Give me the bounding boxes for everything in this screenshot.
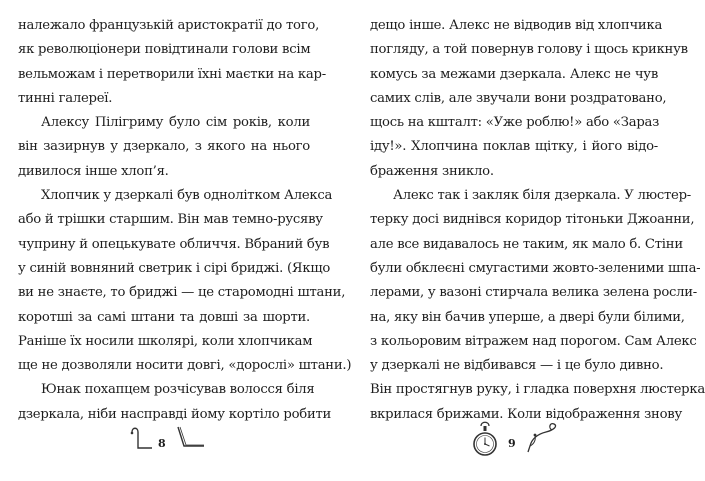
text-line: Алексу Пілігриму було сім років, коли [41, 115, 310, 131]
text-line: Раніше їх носили школярі, коли хлопчикам [18, 333, 313, 349]
text-line: у дзеркалі не відбивався — і це було дивно. [370, 358, 664, 374]
right-page [370, 14, 705, 427]
text-line: дещо інше. Алекс не відводив від хлопчика [370, 18, 663, 33]
pocket-watch-icon [472, 420, 498, 460]
text-line: як революціонери повідтинали голови всім [18, 42, 311, 58]
text-line: комусь за межами дзеркала. Алекс не чув [370, 66, 658, 82]
text-line: вкрилася брижами. Коли відображення знову [370, 406, 682, 422]
text-line: терку досі виднівся коридор тітоньки Джоанни, [370, 212, 695, 228]
text-line: Алекс так і закляк біля дзеркала. У люстер- [393, 188, 691, 204]
text-line: щось на кшталт: «Уже роблю!» або «Зараз [370, 115, 660, 131]
swirl-key-icon [524, 422, 564, 456]
right-folio [470, 418, 570, 468]
text-line: коротші за самі штани та довші за шорти. [18, 309, 310, 325]
text-line: вельможам і перетворили їхні маєтки на кар- [18, 66, 326, 82]
left-page [18, 14, 352, 427]
text-line: самих слів, але звучали вони роздратовано, [370, 90, 667, 106]
text-line: або й трішки старшим. Він мав темно-русяву [18, 212, 323, 228]
text-line: ще не дозволяли носити довгі, «дорослі» штани.) [18, 358, 352, 374]
text-line: тинні галереї. [18, 90, 113, 106]
cane-right-icon [174, 424, 208, 454]
text-line: у синій вовняний светрик і сірі бриджі. (Якщо [18, 260, 331, 276]
text-line: Він простягнув руку, і гладка поверхня люстерка [370, 382, 705, 398]
text-line: він зазирнув у дзеркало, з якого на нього [18, 139, 310, 155]
page-number-right: 9 [508, 437, 516, 450]
text-line: погляду, а той повернув голову і щось крикнув [370, 42, 688, 58]
page-number-left: 8 [158, 437, 166, 450]
cane-left-icon [126, 424, 156, 454]
text-line: браження зникло. [370, 163, 494, 179]
text-line: Юнак похапцем розчісував волосся біля [41, 382, 315, 398]
text-line: але все видавалось не таким, як мало б. Стіни [370, 236, 683, 252]
left-folio [126, 418, 216, 468]
text-line: на, яку він бачив уперше, а двері були білими, [370, 309, 685, 325]
text-line: з кольоровим вітражем над порогом. Сам Алекс [370, 333, 697, 349]
text-line: лерами, у вазоні стирчала велика зелена росли- [370, 285, 698, 301]
text-line: дивилося інше хлоп’я. [18, 163, 169, 179]
text-line: Хлопчик у дзеркалі був однолітком Алекса [41, 188, 333, 204]
text-line: належало французькій аристократії до того, [18, 18, 320, 33]
text-line: чуприну й опецькувате обличчя. Вбраний був [18, 236, 330, 252]
text-line: були обклеєні смугастими жовто-зеленими шпа- [370, 260, 701, 276]
text-line: іду!». Хлопчина поклав щітку, і його відо- [370, 139, 658, 155]
text-line: дзеркала, ніби насправді йому кортіло робити [18, 406, 332, 422]
text-line: ви не знаєте, то бриджі — це старомодні штани, [18, 285, 346, 301]
